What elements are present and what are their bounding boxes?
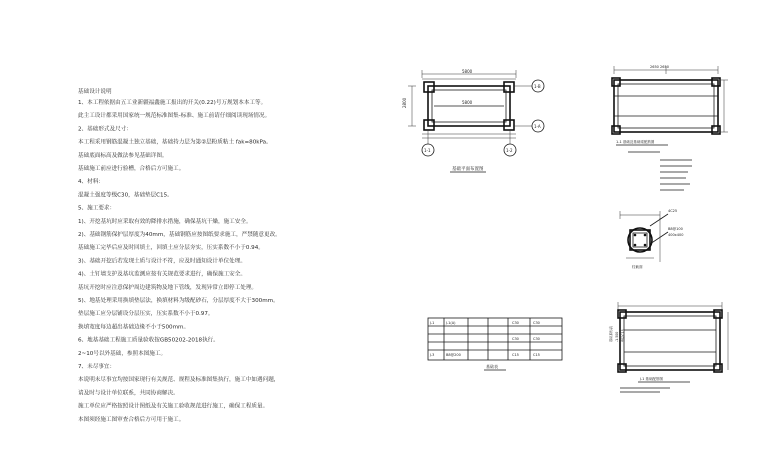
axis-bottom-1: 1-1 [424, 148, 431, 153]
note-line: 1)、开挖基坑时应采取有效的降排水措施，确保基坑干燥，施工安全。 [78, 218, 252, 225]
column-label-3: 400x400 [668, 233, 684, 237]
column-label-1: 4C25 [668, 209, 678, 213]
section-caption: 1-1 基础及基础梁配筋图 [616, 140, 655, 144]
table-cell: C15 [533, 353, 540, 357]
foundation-plan [402, 69, 544, 172]
note-line: 基础施工前应进行验槽，合格后方可施工。 [78, 166, 185, 172]
table-caption: 基础表 [486, 364, 498, 369]
axis-right-1: 1-B [534, 84, 541, 89]
note-line: 此主工设计都采用国家统一规范标准图集-标准、施工前请仔细阅读现场情况。 [78, 113, 271, 120]
note-line: 基础施工完毕后应及时回填土，回填土应分层夯实，压实系数不小于0.94。 [78, 245, 264, 252]
detail-left-3: 垫层C15 [621, 329, 625, 342]
foundation-table [428, 318, 562, 370]
table-cell: J-1(A) [446, 321, 456, 325]
column-section [620, 209, 683, 269]
plan-dim-top: 5800 [462, 69, 473, 74]
table-cell: C15 [512, 353, 519, 357]
table-cell: B8@200 [446, 353, 461, 357]
note-line: 本工程采用钢筋混凝土独立基础，基础持力层为第②层粉质粘土 fak=80kPa。 [78, 139, 272, 146]
detail-caption: J-1 基础配筋图 [640, 377, 664, 381]
axis-bottom-2: 1-2 [506, 148, 513, 153]
note-line: 基础底面标高及做法参见基础详图。 [78, 152, 168, 159]
table-cell: C30 [512, 321, 519, 325]
note-line: 换填宽度每边超出基础边缘不小于500mm。 [78, 324, 190, 331]
note-line: 垫层施工应分层铺设分层压实，压实系数不小于0.97。 [78, 311, 214, 318]
note-line: 5、施工要求： [78, 205, 116, 212]
note-line: 请及时与设计单位联系，共同协商解决。 [78, 390, 179, 397]
note-line: 4)、土钉墙支护及基坑监测应按有关规范要求进行，确保施工安全。 [78, 271, 246, 278]
notes-title: 基础设计说明 [78, 89, 112, 95]
plan-dim-left: 2800 [402, 97, 407, 108]
design-notes [78, 87, 281, 423]
detail-left-2: -1.500 [615, 331, 619, 342]
note-line: 2~10号以外基础，参照本图施工。 [78, 350, 167, 357]
table-cell: J-3 [430, 353, 435, 357]
table-cell: C30 [512, 337, 519, 341]
note-line: 2、基础形式及尺寸： [78, 126, 132, 133]
note-line: 4、材料： [78, 179, 104, 186]
section-dim-top: 2650 2650 [650, 65, 669, 69]
plan-dim-inner: 5800 [462, 100, 473, 105]
table-cell: J-1 [430, 321, 435, 325]
note-line: 2)、基础钢筋保护层厚度为40mm，基础钢筋应按图纸要求施工，严禁随意更改。 [78, 232, 281, 238]
note-line: 施工单位应严格按照设计图纸及有关施工验收规范进行施工，确保工程质量。 [78, 403, 269, 410]
footing-detail [608, 302, 728, 392]
note-line: 3)、基础开挖后若发现土质与设计不符，应及时通知设计单位处理。 [78, 258, 246, 265]
note-line: 6、地基基础工程施工质量验收按GB50202-2018执行。 [78, 337, 219, 344]
note-line: 7、未尽事宜： [78, 364, 116, 370]
column-label-2: B8@100 [668, 227, 683, 231]
axis-right-2: 1-A [534, 124, 541, 129]
note-line: 本图须经施工图审查合格后方可用于施工。 [78, 416, 185, 423]
note-line: 本说明未尽事宜均按国家现行有关规范、规程及标准图集执行，施工中如遇问题， [78, 377, 280, 384]
table-cell: C30 [533, 321, 540, 325]
plan-caption: 基础平面布置图 [452, 167, 484, 172]
detail-left-1: 基础顶标高 [609, 326, 613, 342]
note-line: 混凝土强度等级C30，基础垫层C15。 [78, 192, 173, 199]
note-line: 1、本工程依据由五工业新疆福鑫施工报出的开关(0.22)号万规划本本工等。 [78, 100, 267, 106]
column-caption: 柱截面 [632, 265, 643, 269]
table-cell: C30 [533, 337, 540, 341]
beam-section [612, 65, 728, 190]
note-line: 基坑开挖时应注意保护周边建筑物及地下管线，发现异常立即停工处理。 [78, 284, 258, 291]
note-line: 5)、地基处理采用换填垫层法，换填材料为级配砂石，分层厚度不大于300mm。 [78, 298, 279, 304]
